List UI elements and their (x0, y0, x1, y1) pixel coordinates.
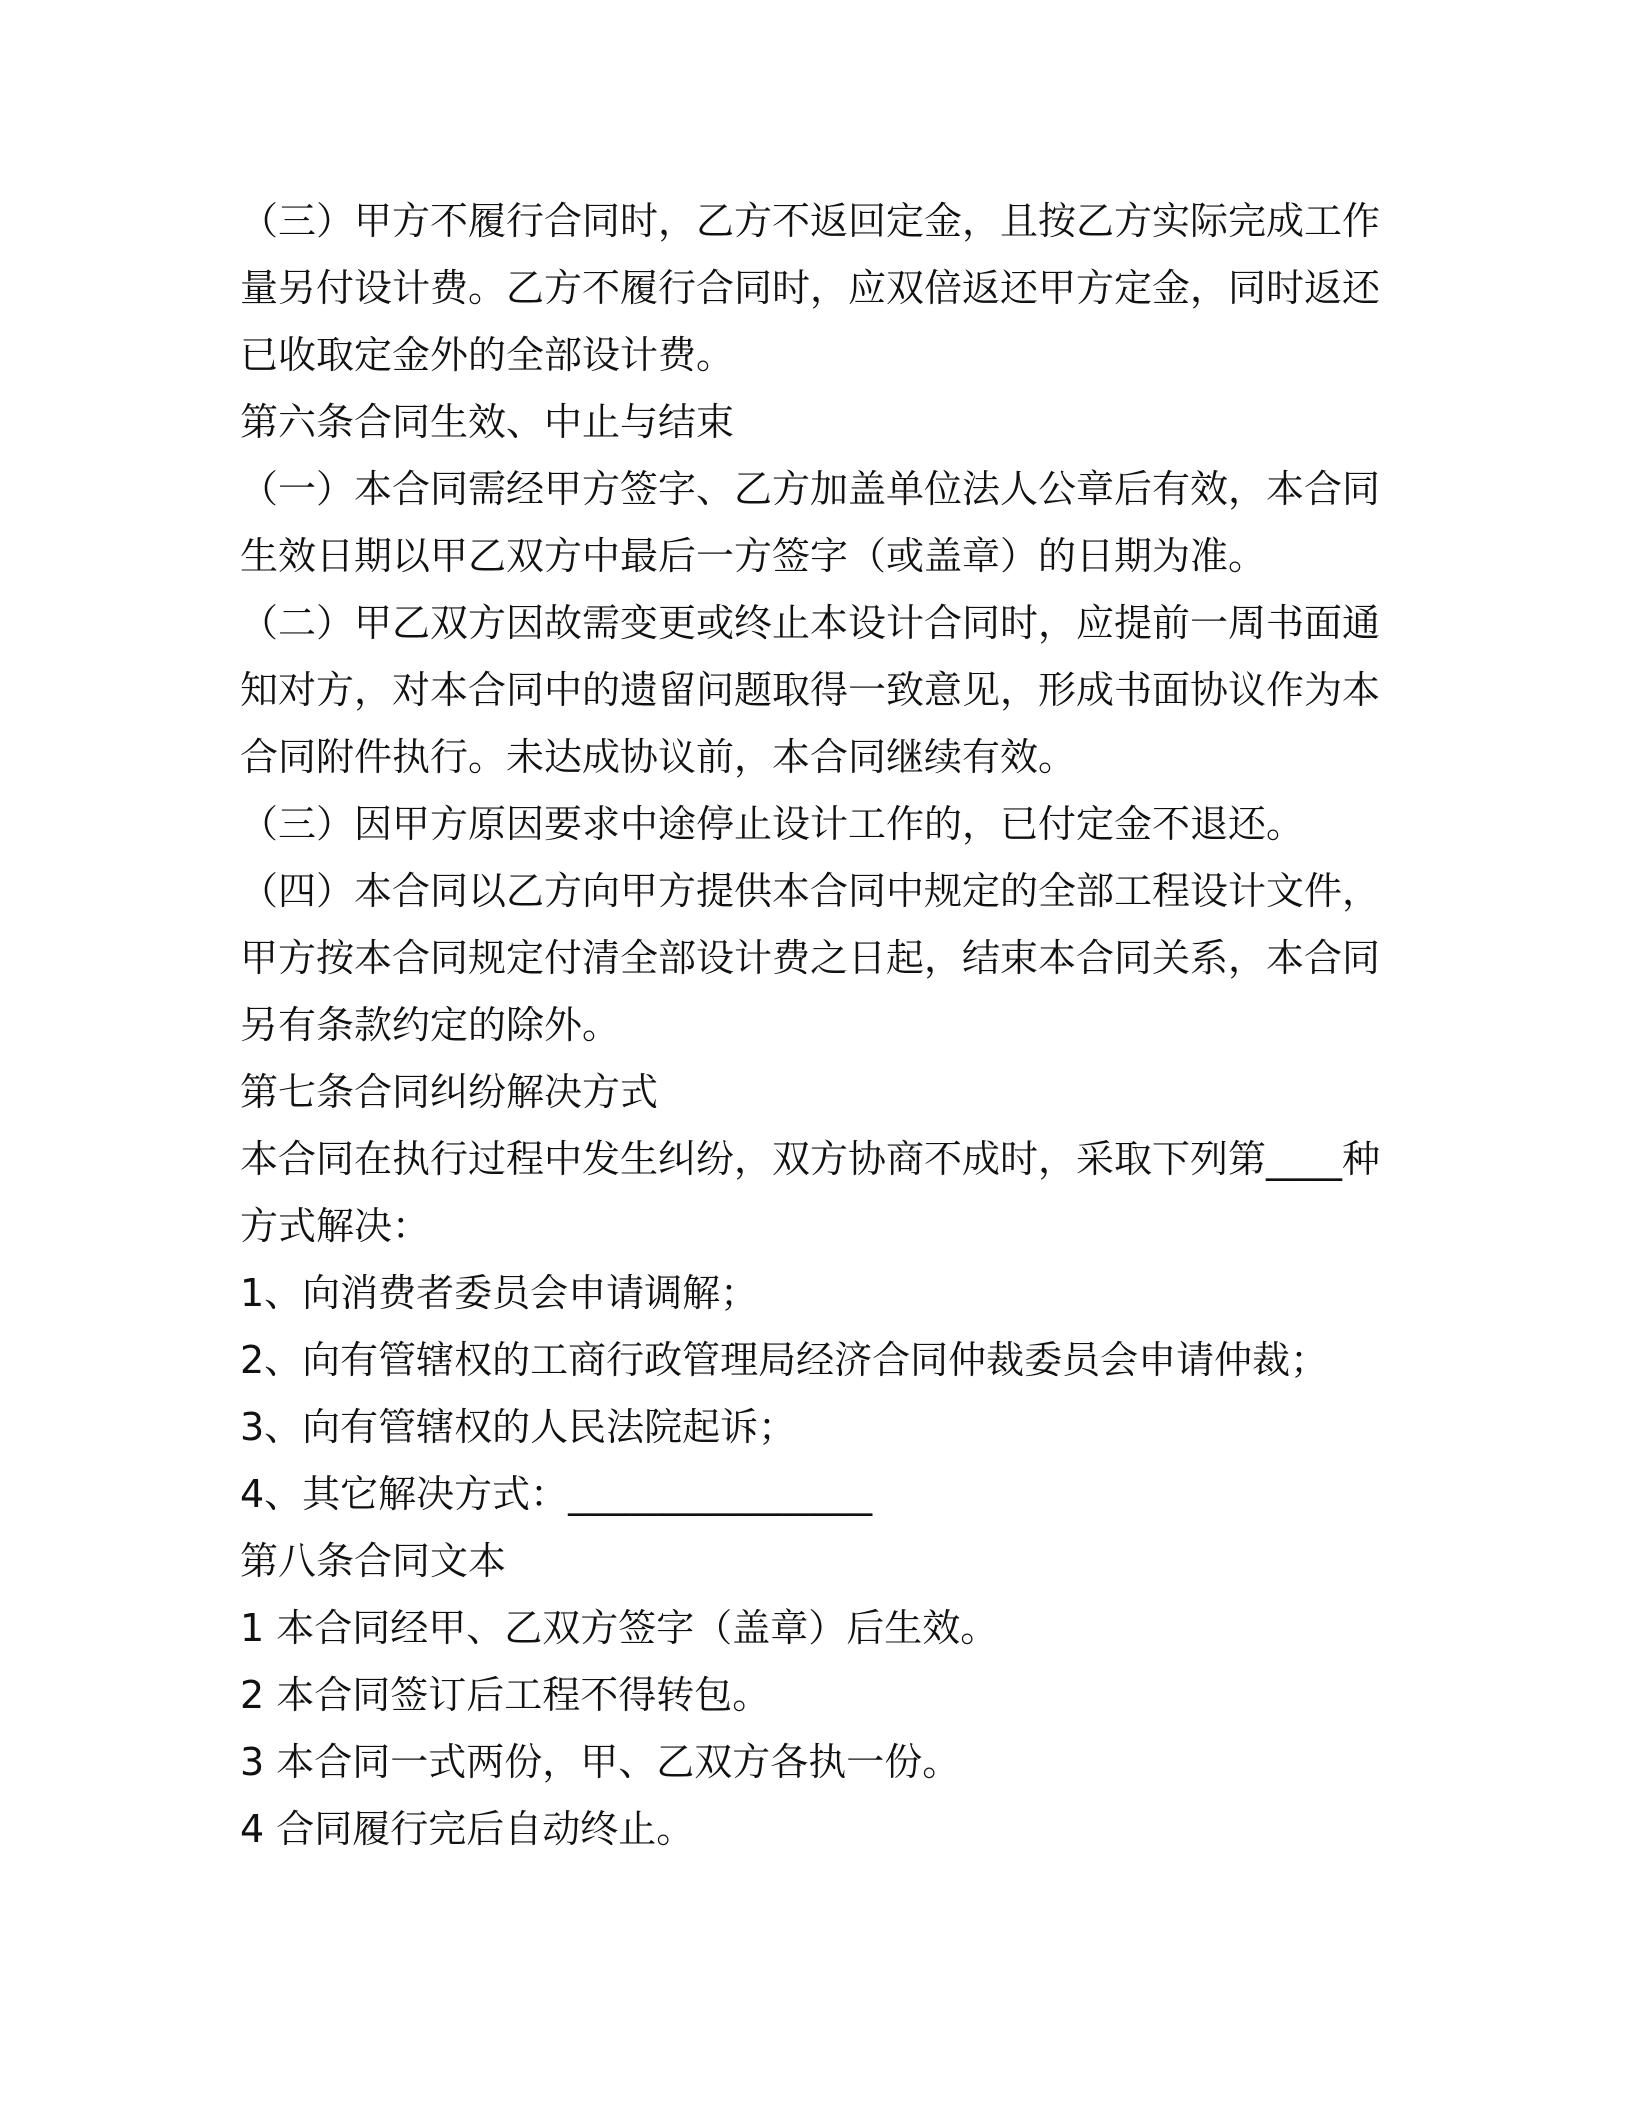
list-item: 4 合同履行完后自动终止。 (240, 1807, 695, 1851)
paragraph-line: （三）因甲方原因要求中途停止设计工作的，已付定金不退还。 (240, 802, 1305, 846)
list-item: 3 本合同一式两份，甲、乙双方各执一份。 (240, 1740, 961, 1784)
list-item: 2、向有管辖权的工商行政管理局经济合同仲裁委员会申请仲裁； (240, 1338, 1329, 1382)
paragraph-line: 本合同在执行过程中发生纠纷，双方协商不成时，采取下列第____种 (240, 1137, 1381, 1181)
list-item: 2 本合同签订后工程不得转包。 (240, 1673, 771, 1717)
paragraph-line: 知对方，对本合同中的遗留问题取得一致意见，形成书面协议作为本 (240, 668, 1381, 712)
section-heading: 第六条合同生效、中止与结束 (240, 400, 735, 444)
paragraph-line: （四）本合同以乙方向甲方提供本合同中规定的全部工程设计文件， (240, 869, 1381, 913)
paragraph-line: 方式解决： (240, 1204, 431, 1248)
paragraph-line: 合同附件执行。未达成协议前，本合同继续有效。 (240, 735, 1077, 779)
list-item: 1 本合同经甲、乙双方签字（盖章）后生效。 (240, 1606, 999, 1650)
document-page (240, 188, 1410, 1863)
list-item: 3、向有管辖权的人民法院起诉； (240, 1405, 797, 1449)
paragraph-line: 生效日期以甲乙双方中最后一方签字（或盖章）的日期为准。 (240, 534, 1267, 578)
paragraph-line: （二）甲乙双方因故需变更或终止本设计合同时，应提前一周书面通 (240, 601, 1381, 645)
paragraph-line: 甲方按本合同规定付清全部设计费之日起，结束本合同关系，本合同 (240, 936, 1381, 980)
section-heading: 第八条合同文本 (240, 1539, 507, 1583)
paragraph-line: 量另付设计费。乙方不履行合同时，应双倍返还甲方定金，同时返还 (240, 266, 1381, 310)
paragraph-line: 已收取定金外的全部设计费。 (240, 333, 735, 377)
paragraph-line: 另有条款约定的除外。 (240, 1003, 621, 1047)
list-item: 1、向消费者委员会申请调解； (240, 1271, 759, 1315)
list-item: 4、其它解决方式：________________ (240, 1472, 873, 1516)
paragraph-line: （三）甲方不履行合同时，乙方不返回定金，且按乙方实际完成工作 (240, 199, 1381, 243)
paragraph-line: （一）本合同需经甲方签字、乙方加盖单位法人公章后有效，本合同 (240, 467, 1381, 511)
section-heading: 第七条合同纠纷解决方式 (240, 1070, 659, 1114)
